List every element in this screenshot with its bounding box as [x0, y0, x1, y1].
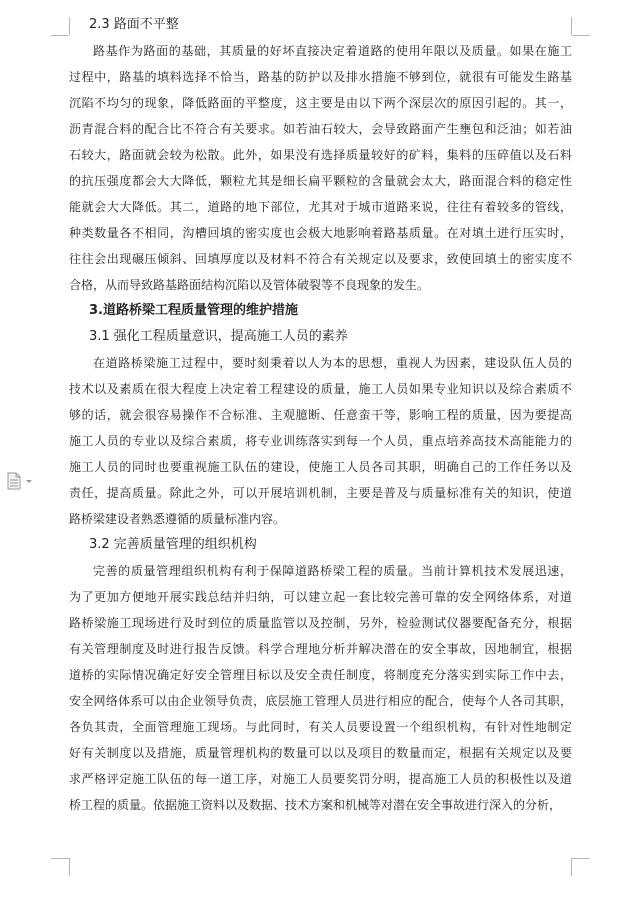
- paragraph-line: 好有关制度以及措施，质量管理机构的数量可以以及项目的数量而定，根据有关规定以及要: [69, 746, 572, 760]
- document-body: [69, 12, 572, 818]
- section-paragraph: [69, 350, 572, 532]
- section-heading: 3.道路桥梁工程质量管理的维护措施: [89, 303, 298, 318]
- paragraph-line: 的抗压强度都会大大降低，颗粒尤其是细长扁平颗粒的含量就会太大，路面混合料的稳定性: [69, 174, 572, 188]
- paragraph-line: 种类数量各不相同，沟槽回填的密实度也会极大地影响着路基质量。在对填土进行压实时，: [69, 226, 572, 240]
- paragraph-line: 过程中，路基的填料选择不恰当，路基的防护以及排水措施不够到位，就很有可能发生路基: [69, 70, 572, 84]
- paragraph-line: 路桥梁施工现场进行及时到位的质量监管以及控制，另外，检验测试仪器要配备充分，根据: [69, 616, 572, 630]
- paragraph-line: 各负其责，全面管理施工现场。与此同时，有关人员要设置一个组织机构，有针对性地制定: [69, 720, 572, 734]
- section-paragraph: [69, 38, 572, 298]
- paragraph-line: 施工人员的同时也要重视施工队伍的建设，使施工人员各司其职，明确自己的工作任务以及: [69, 460, 572, 474]
- crop-mark-bottom-right-h: [572, 858, 590, 859]
- paragraph-line: 沉陷不均匀的现象，降低路面的平整度，这主要是由以下两个深层次的原因引起的。其一，: [69, 96, 572, 110]
- document-page-icon[interactable]: [6, 472, 36, 490]
- section-paragraph: [69, 558, 572, 818]
- paragraph-line: 施工人员的专业以及综合素质，将专业训练落实到每一个人员，重点培养高技术高能能力的: [69, 434, 572, 448]
- crop-mark-top-right-h: [572, 35, 590, 36]
- paragraph-line: 合格，从而导致路基路面结构沉陷以及管体破裂等不良现象的发生。: [69, 278, 430, 292]
- paragraph-line: 求严格评定施工队伍的每一道工序，对施工人员要奖罚分明，提高施工人员的积极性以及道: [69, 772, 572, 786]
- crop-mark-bottom-right-v: [571, 858, 572, 876]
- paragraph-line: 够的话，就会很容易操作不合标准、主观臆断、任意蛮干等，影响工程的质量，因为要提高: [69, 408, 572, 422]
- paragraph-line: 石较大，路面就会较为松散。此外，如果没有选择质量较好的矿料，集料的压碎值以及石料: [69, 148, 572, 162]
- paragraph-line: 责任，提高质量。除此之外，可以开展培训机制，主要是普及与质量标准有关的知识，使道: [69, 486, 572, 500]
- section-heading: 3.1 强化工程质量意识，提高施工人员的素养: [89, 329, 348, 344]
- paragraph-line: 完善的质量管理组织机构有利于保障道路桥梁工程的质量。当前计算机技术发展迅速，: [93, 564, 572, 578]
- paragraph-line: 路桥梁建设者熟悉遵循的质量标准内容。: [69, 512, 286, 526]
- crop-mark-bottom-left-v: [69, 858, 70, 876]
- paragraph-line: 往往会出现碾压倾斜、回填厚度以及材料不符合有关规定以及要求，致使回填土的密实度不: [69, 252, 572, 266]
- paragraph-line: 有关管理制度及时进行报告反馈。科学合理地分析并解决潜在的安全事故，因地制宜，根据: [69, 642, 572, 656]
- paragraph-line: 为了更加方便地开展实践总结并归纳，可以建立起一套比较完善可靠的安全网络体系，对道: [69, 590, 572, 604]
- paragraph-line: 桥工程的质量。依据施工资料以及数据、技术方案和机械等对潜在安全事故进行深入的分析，: [69, 798, 562, 812]
- section-heading: 2.3 路面不平整: [89, 17, 179, 32]
- crop-mark-top-left-h: [51, 35, 69, 36]
- paragraph-line: 沥青混合料的配合比不符合有关要求。如若油石较大，会导致路面产生壅包和泛油；如若油: [69, 122, 572, 136]
- paragraph-line: 在道路桥梁施工过程中，要时刻秉着以人为本的思想，重视人为因素，建设队伍人员的: [93, 356, 572, 370]
- paragraph-line: 能就会大大降低。其二，道路的地下部位，尤其对于城市道路来说，往往有着较多的管线，: [69, 200, 572, 214]
- section-heading: 3.2 完善质量管理的组织机构: [89, 537, 257, 552]
- crop-mark-bottom-left-h: [51, 858, 69, 859]
- paragraph-line: 道桥的实际情况确定好安全管理目标以及安全责任制度，将制度充分落实到实际工作中去，: [69, 668, 572, 682]
- paragraph-line: 安全网络体系可以由企业领导负责，底层施工管理人员进行相应的配合，使每个人各司其职，: [69, 694, 572, 708]
- paragraph-line: 路基作为路面的基础，其质量的好坏直接决定着道路的使用年限以及质量。如果在施工: [93, 44, 572, 58]
- paragraph-line: 技术以及素质在很大程度上决定着工程建设的质量，施工人员如果专业知识以及综合素质不: [69, 382, 572, 396]
